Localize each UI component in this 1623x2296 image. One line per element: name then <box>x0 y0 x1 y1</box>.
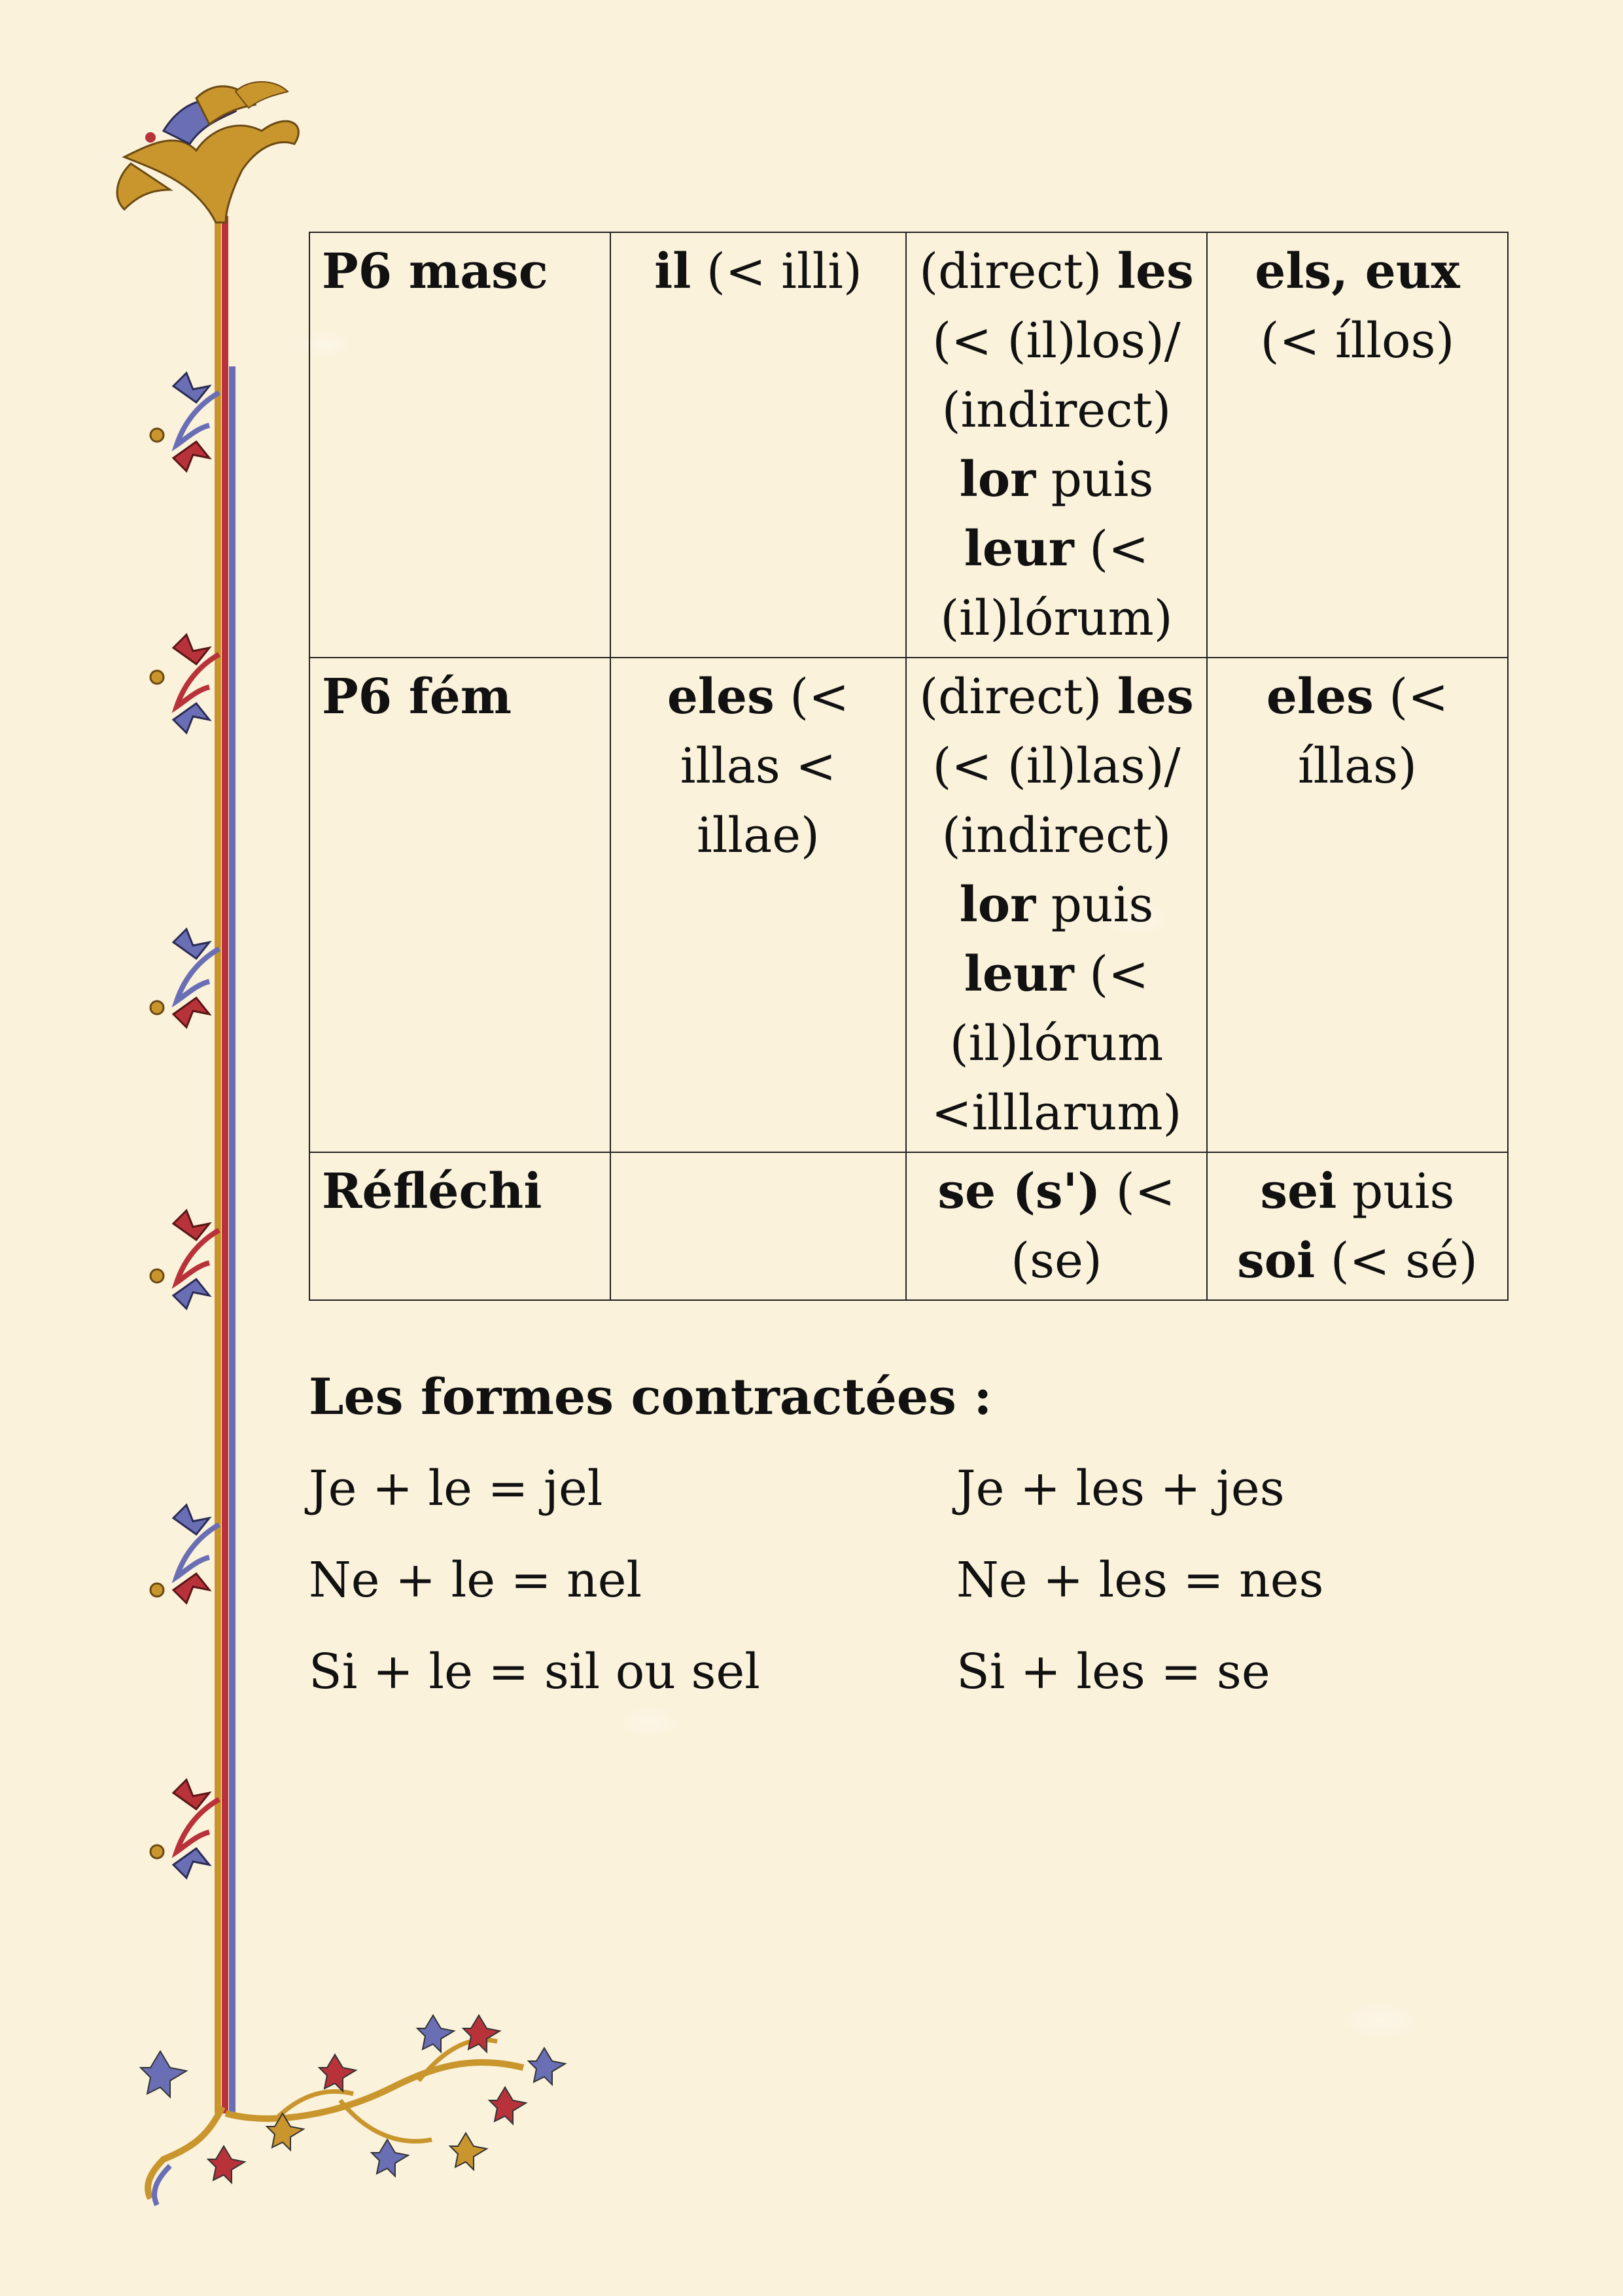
form-text: (direct) <box>919 243 1117 300</box>
form-bold: leur <box>964 946 1074 1002</box>
form-bold: els, eux <box>1255 243 1460 300</box>
form-bold: sei <box>1260 1163 1337 1220</box>
table-cell <box>610 232 906 658</box>
contraction-right-2: Ne + les = nes <box>956 1552 1324 1608</box>
table-cell <box>610 658 906 1152</box>
table-row <box>309 1152 1508 1300</box>
form-bold: lor <box>959 877 1036 933</box>
table-row <box>309 658 1508 1152</box>
bottom-foliage-icon <box>141 2015 565 2205</box>
table-cell <box>906 1152 1207 1300</box>
table-cell <box>906 232 1207 658</box>
form-text: (< (se) <box>1011 1163 1176 1289</box>
top-flourish-icon <box>117 82 298 222</box>
form-bold: il <box>654 243 691 300</box>
row-label: P6 fém <box>309 658 610 1152</box>
contraction-right-1: Je + les + jes <box>956 1460 1285 1517</box>
form-text: puis <box>1336 1163 1455 1220</box>
form-text: (< illas < illae) <box>680 669 850 864</box>
contraction-left-1: Je + le = jel <box>309 1460 603 1517</box>
form-text: (< sé) <box>1315 1233 1478 1289</box>
form-text: (< íllas) <box>1298 669 1449 794</box>
form-text: (direct) <box>919 669 1117 725</box>
form-text: (< illi) <box>691 243 862 300</box>
form-text: (< íllos) <box>1260 313 1455 369</box>
form-bold: les <box>1117 669 1194 725</box>
form-bold: lor <box>959 451 1036 508</box>
table-cell <box>1207 1152 1508 1300</box>
form-text: puis <box>1036 877 1154 933</box>
contraction-right-3: Si + les = se <box>956 1644 1270 1700</box>
form-bold: leur <box>964 521 1074 577</box>
pronoun-table-body <box>309 232 1508 1300</box>
contractions-heading: Les formes contractées : <box>309 1368 992 1426</box>
form-bold: eles <box>667 669 775 725</box>
table-cell <box>1207 232 1508 658</box>
table-cell <box>1207 658 1508 1152</box>
form-bold: eles <box>1266 669 1374 725</box>
table-cell <box>906 658 1207 1152</box>
contraction-left-2: Ne + le = nel <box>309 1552 642 1608</box>
form-bold: les <box>1117 243 1194 300</box>
row-label: P6 masc <box>309 232 610 658</box>
table-cell <box>610 1152 906 1300</box>
table-row <box>309 232 1508 658</box>
form-text: puis <box>1036 451 1154 508</box>
form-text: (< (il)lórum) <box>940 521 1173 646</box>
form-bold: soi <box>1237 1233 1316 1289</box>
form-text: (< (il)las)/ (indirect) <box>932 738 1181 864</box>
row-label: Réfléchi <box>309 1152 610 1300</box>
form-bold: se (s') <box>937 1163 1101 1220</box>
contraction-left-3: Si + le = sil ou sel <box>309 1644 760 1700</box>
pronoun-table <box>309 232 1509 1301</box>
form-text: (< (il)los)/ (indirect) <box>932 313 1181 438</box>
form-text: (< (il)lórum <illlarum) <box>931 946 1182 1141</box>
